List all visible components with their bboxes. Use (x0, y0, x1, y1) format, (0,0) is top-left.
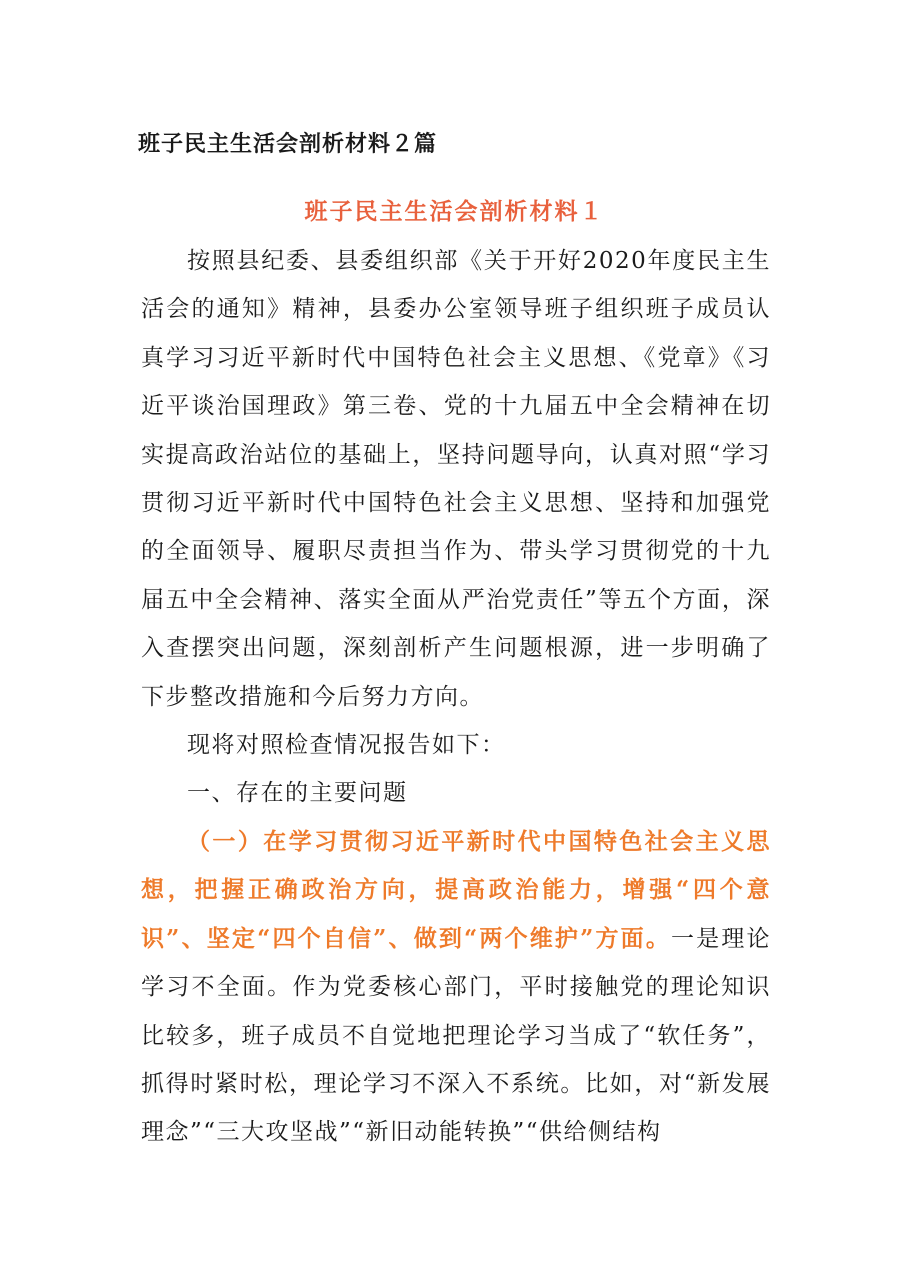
paragraph-problem-1 (141, 818, 771, 1157)
problem-1-heading: （一）在学习贯彻习近平新时代中国特色社会主义思想，把握正确政治方向，提高政治能力，增强“四个意识”、坚定“四个自信”、做到“两个维护”方面。 (141, 827, 771, 952)
document-title: 班子民主生活会剖析材料２篇 (138, 131, 438, 157)
paragraph-intro: 按照县纪委、县委组织部《关于开好2020年度民主生活会的通知》精神，县委办公室领导班子组织班子成员认真学习习近平新时代中国特色社会主义思想、《党章》《习近平谈治国理政》第三卷、党的十九届五中全会精神在切实提高政治站位的基础上，坚持问题导向，认真对照“学习贯彻习近平新时代中国特色社会主义思想、坚持和加强党的全面领导、履职尽责担当作为、带头学习贯彻党的十九届五中全会精神、落实全面从严治党责任”等五个方面，深入查摆突出问题，深刻剖析产生问题根源，进一步明确了下步整改措施和今后努力方向。 (141, 248, 771, 710)
problem-1-body: 一是理论学习不全面。作为党委核心部门，平时接触党的理论知识比较多，班子成员不自觉地把理论学习当成了“软任务”，抓得时紧时松，理论学习不深入不系统。比如，对“新发展理念”“三大攻坚战”“新旧动能转换”“供给侧结构 (141, 925, 772, 1146)
heading-main-problems: 一、存在的主要问题 (187, 780, 408, 807)
document-body (141, 237, 771, 1157)
section-title: 班子民主生活会剖析材料１ (304, 198, 605, 225)
paragraph-report-lead: 现将对照检查情况报告如下： (187, 732, 506, 759)
